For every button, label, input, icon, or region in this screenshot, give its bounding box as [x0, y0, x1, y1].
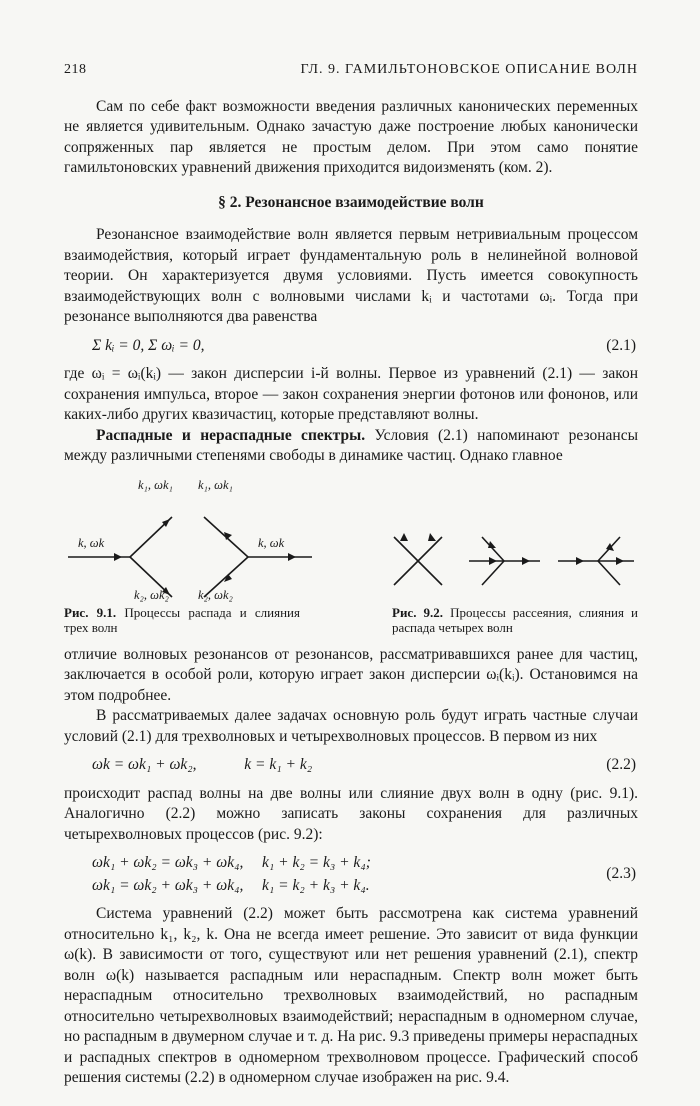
figure-9-2-caption-label: Рис. 9.2. — [392, 604, 444, 620]
arrow-icon — [428, 533, 436, 541]
equation-2-2 — [64, 755, 638, 776]
figure-9-1-caption-text: Процессы распада и слияния трех волн — [64, 604, 300, 635]
fig1-label-k: k, ωk — [78, 535, 105, 550]
arrow-icon — [522, 557, 530, 565]
equation-2-2-number: (2.2) — [606, 756, 636, 773]
figure-9-2-caption — [392, 605, 638, 635]
equation-2-3-row1-right: k₁ + k₂ = k₃ + k₄; — [262, 854, 371, 871]
fig1-label-k1-left: k₁, ωk₁ — [138, 477, 173, 492]
equation-2-3-row2-right: k₁ = k₂ + k₃ + k₄. — [262, 876, 370, 894]
equation-2-2-right: k = k₁ + k₂ — [244, 756, 313, 773]
figures — [64, 475, 638, 645]
page — [64, 60, 638, 1089]
paragraph-1: Сам по себе факт возможности введения различных канонических переменных не является удивительным. Однако зачастую даже построение любых канонически сопряженных пар является не простым делом. При этом само понятие гамильтоновских уравнений движения приходится видоизменять (ком. 2). — [64, 97, 638, 176]
arrow-icon — [488, 541, 496, 548]
fig1-label-k2-right: k₂, ωk₂ — [198, 587, 233, 602]
arrow-icon — [400, 533, 408, 541]
page-header — [64, 60, 638, 81]
equation-2-1 — [64, 336, 638, 357]
arrow-icon — [616, 557, 624, 565]
fig2-merge-in-3 — [482, 561, 504, 585]
equation-2-1-number: (2.1) — [606, 336, 636, 354]
paragraph-2: Резонансное взаимодействие волн является первым нетривиальным процессом взаимодействия, который играет фундаментальную роль в нелинейной волновой теории. Он характеризуется двумя условиями. Пусть имеется совокупность взаимодействующих волн с волновыми числами kᵢ и частотами ωᵢ. Тогда при резонансе выполняются два равенства — [64, 226, 638, 325]
run-in-heading: Распадные и нераспадные спектры. — [96, 426, 366, 444]
arrow-icon — [576, 557, 584, 565]
paragraph-8: Система уравнений (2.2) может быть рассмотрена как система уравнений относительно k₁, k₂, k. Она не всегда имеет решение. Это зависит от вида функции ω(k). В зависимости от того, существуют или нет решения уравнений (2.1), спектр волн ω(k) называется распадным или нераспадным. Спектр волн может быть нераспадным относительно трехволновых взаимодействий, но распадным относительно четырехволновых взаимодействий; нераспадным в одномерном случае, но распадным в двумерном случае и т. д. На рис. 9.3 приведены примеры нераспадных и распадных спектров в одномерном трехволновом процессе. Графический способ решения системы (2.2) в одномерном случае изображен на рис. 9.4. — [64, 905, 638, 1086]
section-title: § 2. Резонансное взаимодействие волн — [218, 193, 484, 211]
paragraph-4-text: Условия (2.1) напоминают резонансы между различными степенями свободы в динамике частиц. Однако главное — [64, 426, 638, 464]
equation-2-3 — [64, 853, 638, 896]
arrow-icon — [114, 553, 122, 561]
figure-9-1-caption-label: Рис. 9.1. — [64, 604, 117, 620]
paragraph-4 — [64, 426, 638, 467]
equation-2-3-row2-left: ωk₁ = ωk₂ + ωk₃ + ωk₄, — [92, 876, 244, 894]
fig2-merge-in-2 — [482, 537, 504, 561]
paragraph-6: В рассматриваемых далее задачах основную роль будут играть частные случаи условий (2.1) для трехволновых и четырехволновых процессов. В первом из них — [64, 707, 638, 745]
page-number: 218 — [64, 62, 87, 77]
running-title: ГЛ. 9. ГАМИЛЬТОНОВСКОЕ ОПИСАНИЕ ВОЛН — [300, 62, 638, 77]
equation-2-2-body — [64, 755, 312, 776]
equation-2-3-row1-left: ωk₁ + ωk₂ = ωk₃ + ωk₄, — [92, 854, 244, 871]
equation-2-3-body — [64, 853, 462, 896]
equation-2-2-left: ωk = ωk₁ + ωk₂, — [92, 756, 197, 773]
figure-9-1-caption — [64, 605, 300, 635]
fig1-label-k-right: k, ωk — [258, 535, 285, 550]
fig1-label-k2-left: k₂, ωk₂ — [134, 587, 169, 602]
equation-2-3-number: (2.3) — [606, 865, 636, 883]
paragraph-5: отличие волновых резонансов от резонансов, рассматривавшихся ранее для частиц, заключается в особой роли, которую играет закон дисперсии ωᵢ(kᵢ). Остановимся на этом подробнее. — [64, 645, 638, 704]
figure-9-1-diagram — [64, 475, 638, 605]
arrow-icon — [288, 553, 296, 561]
arrow-icon — [489, 557, 497, 565]
paragraph-7: происходит распад волны на две волны или слияние двух волн в одну (рис. 9.1). Аналогично (2.2) можно записать законы сохранения для различных четырехволновых процессов (рис. 9.2): — [64, 784, 638, 843]
paragraph-3: где ωᵢ = ωᵢ(kᵢ) — закон дисперсии i-й волны. Первое из уравнений (2.1) — закон сохранения импульса, второе — закон сохранения энергии фотонов или фононов, или каких-либо других квазичастиц, которые представляют волны. — [64, 365, 638, 423]
equation-2-1-body: Σ kᵢ = 0, Σ ωᵢ = 0, — [92, 336, 205, 354]
figure-9-2-caption-text: Процессы рассеяния, слияния и распада четырех волн — [392, 604, 639, 635]
fig1-label-k1-right: k₁, ωk₁ — [198, 477, 233, 492]
